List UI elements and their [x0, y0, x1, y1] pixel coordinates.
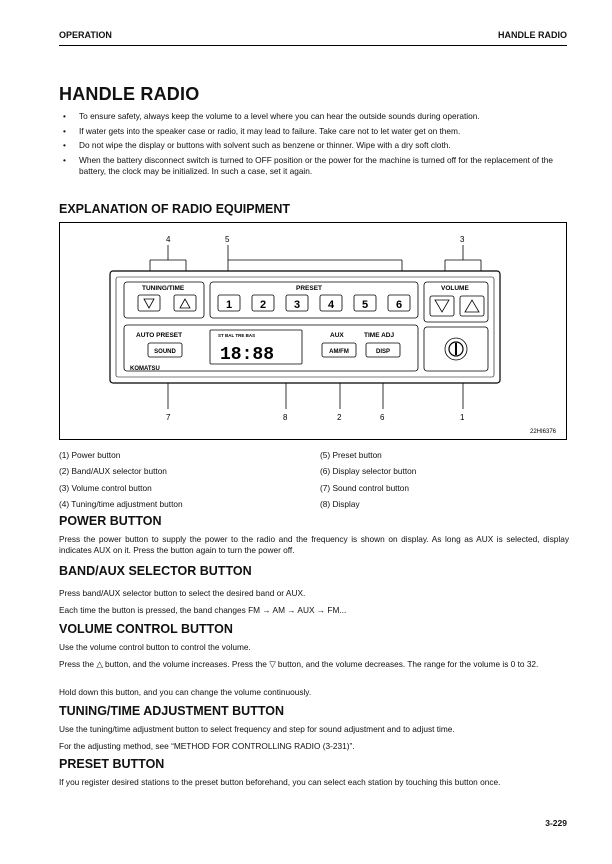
power-paragraph: Press the power button to supply the power to the radio and the frequency is shown on display. As long as AUX is selected, display indicates AUX on it. Press the button again to turn the power off. — [59, 534, 569, 555]
bullet-item: • To ensure safety, always keep the volume to a level where you can hear the outside sounds during operation. — [59, 111, 567, 122]
callout-7: 7 — [166, 413, 171, 422]
legend-item: (3) Volume control button — [59, 482, 152, 493]
callout-4: 4 — [166, 235, 171, 244]
page-number: 3-229 — [545, 818, 567, 828]
preset-paragraph: If you register desired stations to the preset button beforehand, you can select each station by touching this button once. — [59, 777, 501, 787]
legend-item: (1) Power button — [59, 450, 121, 460]
legend-item: (4) Tuning/time adjustment button — [59, 499, 183, 510]
preset-4: 4 — [327, 299, 335, 311]
callout-1: 1 — [460, 413, 465, 422]
volume-paragraph-2: Press the △ button, and the volume increases. Press the ▽ button, and the volume decreases. The range for the volume is 0 to 32. — [59, 659, 539, 669]
legend-item: (2) Band/AUX selector button — [59, 466, 167, 477]
callout-8: 8 — [283, 413, 288, 422]
safety-bullets — [59, 111, 567, 180]
volume-paragraph-1: Use the volume control button to control the volume. — [59, 642, 251, 652]
display-time: 18:88 — [220, 345, 275, 365]
callout-6: 6 — [380, 413, 385, 422]
legend-left — [59, 447, 183, 513]
legend-item: (8) Display — [320, 499, 360, 510]
band-paragraph-1: Press band/AUX selector button to select the desired band or AUX. — [59, 588, 306, 598]
disp-label: DISP — [375, 349, 391, 355]
legend-right — [320, 447, 416, 513]
page-header — [59, 30, 567, 44]
figure-code: 22HI6376 — [530, 429, 557, 435]
radio-diagram — [60, 223, 568, 441]
label-tuning-time: TUNING/TIME — [142, 285, 185, 292]
display-indicators: ST BAL TRE BAS — [218, 333, 256, 338]
preset-3: 3 — [293, 299, 301, 311]
label-auto-preset: AUTO PRESET — [136, 332, 183, 339]
volume-paragraph-3: Hold down this button, and you can change the volume continuously. — [59, 687, 312, 697]
bullet-item: • When the battery disconnect switch is turned to OFF position or the power for the machine is turned off for the replacement of the battery, the clock may be initialized. In such a case, set it again. — [59, 155, 567, 177]
callout-3: 3 — [460, 235, 465, 244]
section-title-tuning: TUNING/TIME ADJUSTMENT BUTTON — [59, 704, 284, 718]
header-rule — [59, 45, 567, 46]
section-title-explanation: EXPLANATION OF RADIO EQUIPMENT — [59, 202, 291, 216]
label-aux: AUX — [330, 332, 344, 339]
power-button — [445, 338, 467, 360]
section-title-volume: VOLUME CONTROL BUTTON — [59, 622, 233, 636]
callout-2: 2 — [337, 413, 342, 422]
preset-6: 6 — [395, 299, 403, 311]
legend-item: (7) Sound control button — [320, 482, 410, 493]
page-title: HANDLE RADIO — [59, 84, 200, 104]
header-section: OPERATION — [59, 30, 112, 40]
label-time-adj: TIME ADJ — [364, 332, 395, 339]
section-title-power: POWER BUTTON — [59, 514, 162, 528]
bullet-item: • If water gets into the speaker case or radio, it may lead to failure. Take care not to let water get on them. — [59, 126, 567, 137]
section-title-band: BAND/AUX SELECTOR BUTTON — [59, 564, 252, 578]
display — [210, 330, 302, 365]
label-brand: KOMATSU — [130, 366, 160, 372]
tuning-paragraph-2: For the adjusting method, see “METHOD FOR CONTROLLING RADIO (3-231)”. — [59, 741, 355, 751]
preset-1: 1 — [225, 299, 233, 311]
bullet-item: • Do not wipe the display or buttons with solvent such as benzene or thinner. Wipe with a dry soft cloth. — [59, 140, 567, 151]
tuning-paragraph-1: Use the tuning/time adjustment button to select frequency and step for sound adjustment and to adjust time. — [59, 724, 455, 734]
label-volume: VOLUME — [441, 285, 469, 292]
section-title-preset: PRESET BUTTON — [59, 757, 165, 771]
callout-5: 5 — [225, 235, 230, 244]
band-paragraph-2: Each time the button is pressed, the band changes FM → AM → AUX → FM... — [59, 605, 347, 615]
sound-label: SOUND — [154, 349, 176, 355]
preset-5: 5 — [361, 299, 369, 311]
legend-item: (6) Display selector button — [320, 466, 417, 477]
label-preset: PRESET — [296, 285, 323, 292]
amfm-label: AM/FM — [329, 349, 349, 355]
header-topic: HANDLE RADIO — [498, 30, 567, 40]
legend-item: (5) Preset button — [320, 450, 382, 460]
radio-figure — [59, 222, 567, 440]
preset-2: 2 — [259, 299, 267, 311]
